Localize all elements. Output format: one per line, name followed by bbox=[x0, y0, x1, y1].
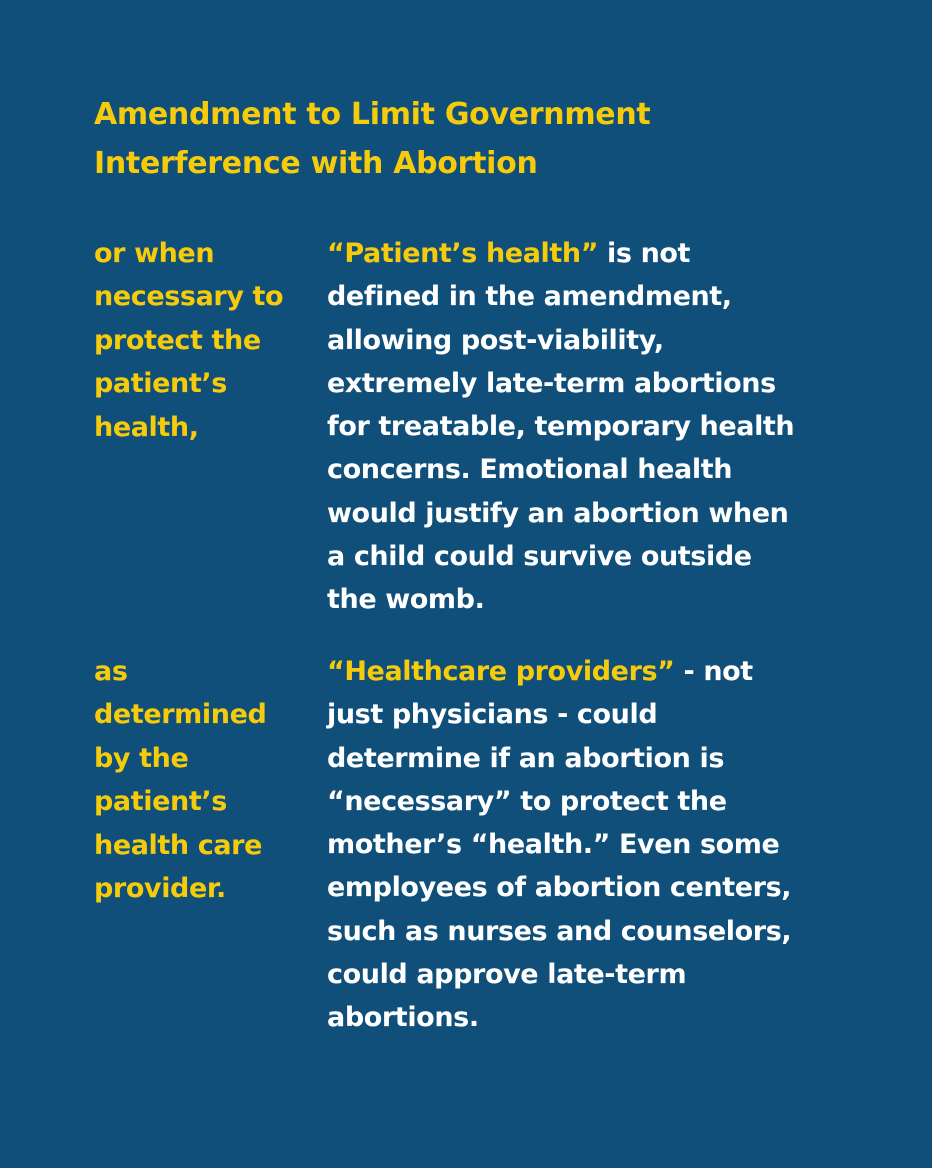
title-line-2: Interference with Abortion bbox=[94, 146, 538, 181]
title-line-1: Amendment to Limit Government bbox=[94, 97, 651, 132]
quote-line: health, bbox=[94, 411, 199, 443]
quote-line: or when bbox=[94, 238, 215, 269]
explanation-line: mother’s “health.” Even some bbox=[327, 829, 780, 861]
explanation-line: extremely late-term abortions bbox=[327, 367, 776, 399]
explanation-line: just physicians - could bbox=[327, 699, 658, 731]
quote-line: patient’s bbox=[94, 786, 227, 818]
explanation-line: would justify an abortion when bbox=[327, 497, 789, 529]
explanation-text: is not bbox=[598, 238, 691, 269]
explanation-line: defined in the amendment, bbox=[327, 281, 732, 313]
quote-line: provider. bbox=[94, 873, 226, 905]
explanation-line: concerns. Emotional health bbox=[327, 454, 733, 486]
amendment-quote bbox=[94, 232, 309, 449]
explanation-line: employees of abortion centers, bbox=[327, 872, 792, 904]
quote-line: by the bbox=[94, 742, 189, 774]
explanation bbox=[327, 232, 857, 622]
explanation-line: “necessary” to protect the bbox=[327, 785, 727, 817]
explanation-line: determine if an abortion is bbox=[327, 742, 725, 774]
highlighted-term: “Healthcare providers” bbox=[327, 656, 675, 687]
quote-line: determined bbox=[94, 699, 267, 731]
explanation-line: such as nurses and counselors, bbox=[327, 915, 792, 947]
explanation-line: a child could survive outside bbox=[327, 541, 752, 573]
page-title bbox=[94, 90, 814, 188]
explanation-line: abortions. bbox=[327, 1002, 479, 1034]
explanation-first-line bbox=[327, 650, 857, 693]
explanation-first-line bbox=[327, 232, 857, 275]
explanation-line: for treatable, temporary health bbox=[327, 411, 795, 443]
amendment-quote bbox=[94, 650, 309, 910]
quote-line: health care bbox=[94, 829, 262, 861]
highlighted-term: “Patient’s health” bbox=[327, 238, 599, 269]
quote-line: necessary to bbox=[94, 281, 284, 313]
quote-line: protect the bbox=[94, 324, 261, 356]
explanation-text: - not bbox=[674, 656, 753, 687]
quote-line: as bbox=[94, 656, 128, 687]
explanation-line: allowing post-viability, bbox=[327, 324, 664, 356]
explanation-line: the womb. bbox=[327, 584, 485, 616]
explanation-line: could approve late-term bbox=[327, 959, 687, 991]
quote-line: patient’s bbox=[94, 368, 227, 400]
explanation bbox=[327, 650, 857, 1040]
